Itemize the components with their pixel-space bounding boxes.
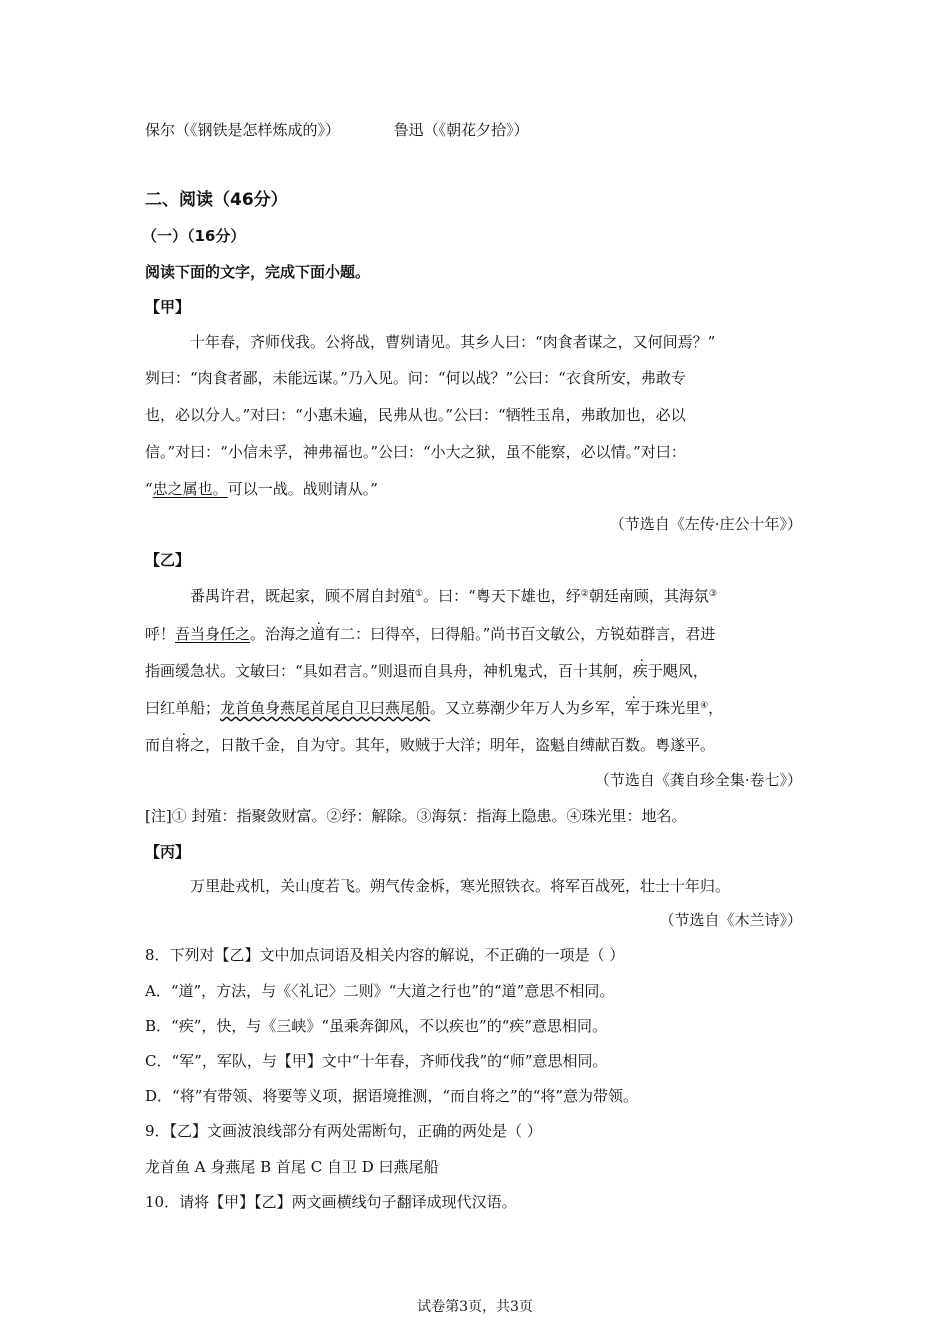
yi-line-5 <box>145 735 715 755</box>
yi-label: 【乙】 <box>145 551 191 569</box>
jia-line-3: 也，必以分人。”对曰：“小惠未遍，民弗从也。”公曰：“牺牲玉帛，弗敢加也，必以 <box>145 406 686 424</box>
yi-l4-b: 。又立募潮少年万人为乡军， <box>430 699 626 717</box>
yi-wavy-sentence: 龙首鱼身燕尾首尾自卫曰燕尾船 <box>220 699 431 717</box>
yi-source: （节选自《龚自珍全集·卷七》） <box>594 771 802 789</box>
instruction: 阅读下面的文字，完成下面小题。 <box>145 263 371 281</box>
question-10: 10．请将【甲】【乙】两文画横线句子翻译成现代汉语。 <box>145 1193 517 1211</box>
yi-l1-a: 番禺许君，既起家，顾不屑自封殖 <box>190 587 416 605</box>
yi-l4-a: 曰红单船； <box>145 699 221 717</box>
yi-l5-b: 之，日散千金，自为守。其年，败贼于大洋；明年，盗魁自缚献百数。粤遂平。 <box>190 736 716 754</box>
question-9-options: 龙首鱼 A 身燕尾 B 首尾 C 自卫 D 曰燕尾船 <box>145 1158 439 1176</box>
question-8-option-c: C．“军”，军队，与【甲】文中“十年春，齐师伐我”的“师”意思相同。 <box>145 1052 608 1070</box>
bing-line-1: 万里赴戎机，关山度若飞。朔气传金柝，寒光照铁衣。将军百战死，壮士十年归。 <box>190 877 731 895</box>
yi-l2-b: 。治海之 <box>250 625 311 643</box>
yi-l3-b: 于飓风， <box>647 662 708 680</box>
question-8-option-a: A．“道”，方法，与《〈礼记〉二则》“大道之行也”的“道”意思不相同。 <box>145 982 615 1000</box>
yi-line-1 <box>190 586 717 606</box>
note-mark-1: ① <box>415 589 424 599</box>
yi-l2-c: 有二：曰得卒，曰得船。”尚书百文敏公，方锐茹群言，君进 <box>325 625 716 643</box>
section-sub: （一）（16分） <box>142 227 246 245</box>
dotted-word-ji: 疾 <box>632 662 648 680</box>
jia-line-1: 十年春，齐师伐我。公将战，曹刿请见。其乡人曰：“肉食者谋之，又何间焉？” <box>190 333 716 351</box>
yi-line-4 <box>145 698 723 718</box>
jia-label: 【甲】 <box>145 298 191 316</box>
jia-line-5 <box>145 479 378 499</box>
yi-underlined-sentence: 吾当身任之 <box>175 625 251 643</box>
top-line-left: 保尔（《钢铁是怎样炼成的》） <box>145 121 341 139</box>
bing-label: 【丙】 <box>145 843 191 861</box>
yi-l4-c: 于珠光里 <box>640 699 701 717</box>
question-9: 9．【乙】文画波浪线部分有两处需断句，正确的两处是（ ） <box>145 1122 542 1140</box>
page-footer: 试卷第3页，共3页 <box>417 1299 533 1315</box>
question-8: 8．下列对【乙】文中加点词语及相关内容的解说，不正确的一项是（ ） <box>145 946 625 964</box>
top-line <box>145 120 529 140</box>
yi-l2-a: 呼！ <box>145 625 176 643</box>
note-mark-2: ② <box>580 589 589 599</box>
section-title: 二、阅读（46分） <box>145 190 288 210</box>
jia-line-5-rest: 可以一战。战则请从。” <box>227 480 378 498</box>
dotted-word-jun: 军 <box>625 699 641 717</box>
yi-note: [注]① 封殖：指聚敛财富。②纾：解除。③海氛：指海上隐患。④珠光里：地名。 <box>145 807 687 825</box>
jia-line-4: 信。”对曰：“小信未孚，神弗福也。”公曰：“小大之狱，虽不能察，必以情。”对曰： <box>145 443 686 461</box>
yi-line-2 <box>145 624 715 644</box>
jia-underlined-sentence: 忠之属也。 <box>152 480 228 498</box>
yi-l5-a: 而自 <box>145 736 176 754</box>
question-8-option-d: D．“将”有带领、将要等义项，据语境推测，“而自将之”的“将”意为带领。 <box>145 1087 639 1105</box>
dotted-word-jiang: 将 <box>175 736 191 754</box>
yi-line-3 <box>145 661 708 681</box>
yi-l4-d: ， <box>708 699 724 717</box>
jia-quote-open: “ <box>145 480 153 498</box>
note-mark-3: ③ <box>708 589 717 599</box>
jia-line-2: 刿曰：“肉食者鄙，未能远谋。”乃入见。问：“何以战？”公曰：“衣食所安，弗敢专 <box>145 369 686 387</box>
note-mark-4: ④ <box>700 701 709 711</box>
jia-source: （节选自《左传·庄公十年》） <box>609 515 802 533</box>
question-8-option-b: B．“疾”，快，与《三峡》“虽乘奔御风，不以疾也”的“疾”意思相同。 <box>145 1017 608 1035</box>
yi-l1-c: 朝廷南顾，其海氛 <box>588 587 709 605</box>
yi-l3-a: 指画缓急状。文敏曰：“具如君言。”则退而自具舟，神机鬼式，百十其舸， <box>145 662 633 680</box>
top-line-right: 鲁迅（《朝花夕拾》） <box>393 121 529 139</box>
bing-source: （节选自《木兰诗》） <box>659 911 802 929</box>
yi-l1-b: 。曰：“粤天下雄也，纾 <box>423 587 581 605</box>
dotted-word-dao: 道 <box>310 625 326 643</box>
